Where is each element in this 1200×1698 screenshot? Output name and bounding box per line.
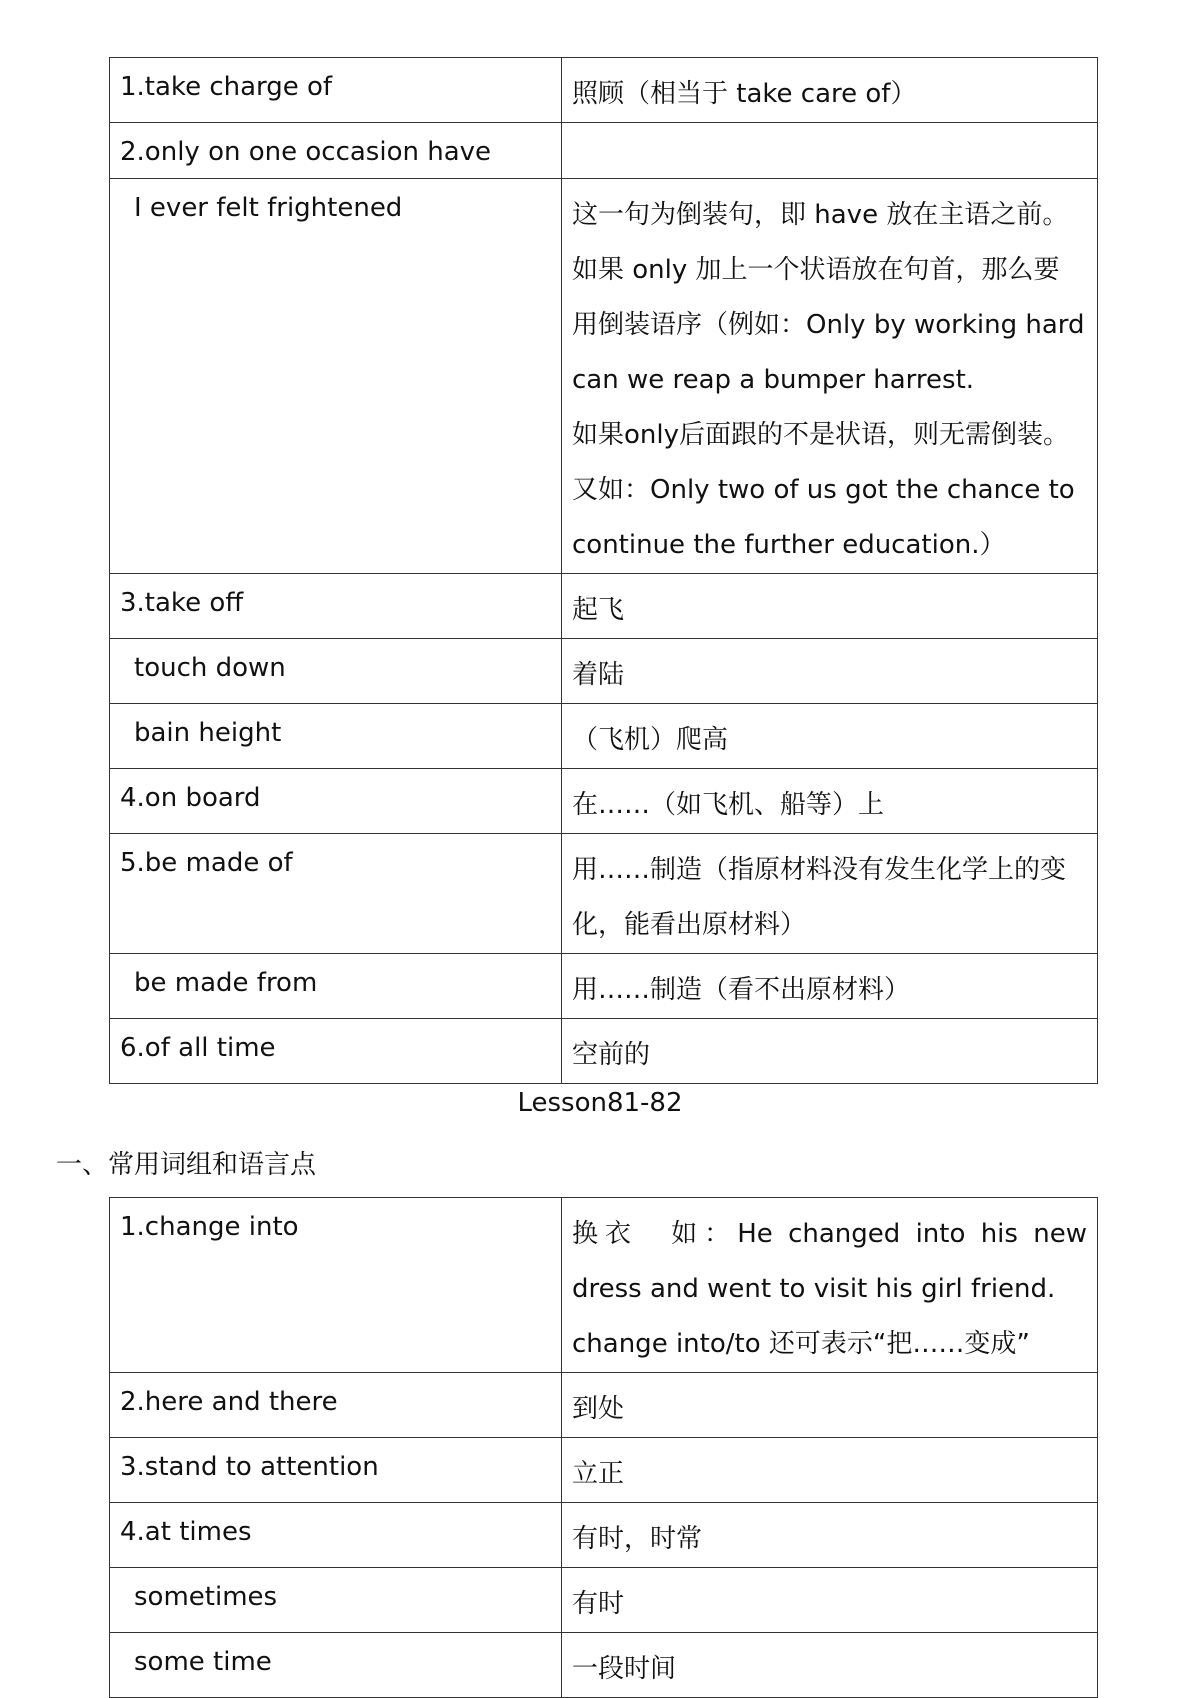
phrase-cell xyxy=(110,574,562,639)
explanation-text: continue the further education.） xyxy=(572,530,1006,560)
table-row xyxy=(110,123,1098,179)
phrase-cell xyxy=(110,769,562,834)
table-row xyxy=(110,1633,1098,1698)
explanation-text: 又如：Only two of us got the chance to xyxy=(572,475,1075,505)
phrase-text: touch down xyxy=(134,653,286,683)
explanation-text: 如果 only 加上一个状语放在句首，那么要 xyxy=(572,255,1060,285)
phrase-text: 4.on board xyxy=(120,783,261,813)
explanation-text: 立正 xyxy=(572,1459,625,1489)
phrase-cell xyxy=(110,1438,562,1503)
explanation-text: 照顾（相当于 take care of） xyxy=(572,79,917,109)
table-row xyxy=(110,769,1098,834)
phrase-text: 2.here and there xyxy=(120,1387,338,1417)
table-row xyxy=(110,704,1098,769)
phrase-table-2 xyxy=(109,1197,1098,1698)
explanation-cell xyxy=(562,1198,1098,1373)
phrase-text: 6.of all time xyxy=(120,1033,276,1063)
explanation-cell xyxy=(562,1568,1098,1633)
lesson-title: Lesson81-82 xyxy=(517,1088,683,1118)
table-row xyxy=(110,1503,1098,1568)
explanation-text: change into/to 还可表示“把……变成” xyxy=(572,1329,1030,1359)
explanation-cell xyxy=(562,58,1098,123)
phrase-cell xyxy=(110,1198,562,1373)
explanation-text: 换衣 如：He changed into his new xyxy=(572,1219,1087,1249)
explanation-text: 化，能看出原材料） xyxy=(572,910,807,940)
table-row xyxy=(110,1438,1098,1503)
explanation-text: 着陆 xyxy=(572,660,625,690)
table-row xyxy=(110,1568,1098,1633)
explanation-cell xyxy=(562,179,1098,574)
phrase-text: I ever felt frightened xyxy=(134,193,403,223)
table-row xyxy=(110,1019,1098,1084)
explanation-text: 有时，时常 xyxy=(572,1524,703,1554)
phrase-text: 3.stand to attention xyxy=(120,1452,379,1482)
explanation-cell xyxy=(562,574,1098,639)
phrase-text: 2.only on one occasion have xyxy=(120,137,492,167)
explanation-cell xyxy=(562,834,1098,954)
phrase-table-1 xyxy=(109,57,1098,1084)
explanation-text: 如果only后面跟的不是状语，则无需倒装。 xyxy=(572,420,1069,450)
explanation-text: 一段时间 xyxy=(572,1654,677,1684)
phrase-cell xyxy=(110,834,562,954)
phrase-text: some time xyxy=(134,1647,272,1677)
table-row xyxy=(110,179,1098,574)
phrase-cell xyxy=(110,179,562,574)
explanation-cell xyxy=(562,704,1098,769)
section-heading: 一、常用词组和语言点 xyxy=(56,1150,317,1180)
explanation-text: （飞机）爬高 xyxy=(572,725,729,755)
phrase-text: 3.take off xyxy=(120,588,244,618)
table-row xyxy=(110,1373,1098,1438)
phrase-text: 1.change into xyxy=(120,1212,299,1242)
phrase-text: be made from xyxy=(134,968,318,998)
explanation-cell xyxy=(562,1633,1098,1698)
phrase-cell xyxy=(110,58,562,123)
phrase-text: sometimes xyxy=(134,1582,278,1612)
phrase-cell xyxy=(110,1373,562,1438)
phrase-cell xyxy=(110,954,562,1019)
explanation-text: 这一句为倒装句，即 have 放在主语之前。 xyxy=(572,200,1069,230)
table-row xyxy=(110,834,1098,954)
explanation-cell xyxy=(562,1019,1098,1084)
phrase-cell xyxy=(110,1503,562,1568)
phrase-text: 4.at times xyxy=(120,1517,252,1547)
table-row xyxy=(110,954,1098,1019)
phrase-cell xyxy=(110,1568,562,1633)
explanation-cell xyxy=(562,1373,1098,1438)
table-row xyxy=(110,574,1098,639)
explanation-text: 在……（如飞机、船等）上 xyxy=(572,790,885,820)
explanation-text: 空前的 xyxy=(572,1040,651,1070)
phrase-text: 5.be made of xyxy=(120,848,293,878)
table-row xyxy=(110,58,1098,123)
explanation-cell xyxy=(562,954,1098,1019)
explanation-cell xyxy=(562,1503,1098,1568)
phrase-cell xyxy=(110,1633,562,1698)
phrase-cell xyxy=(110,1019,562,1084)
explanation-text: 起飞 xyxy=(572,595,625,625)
explanation-cell xyxy=(562,1438,1098,1503)
explanation-text: 有时 xyxy=(572,1589,625,1619)
explanation-cell xyxy=(562,769,1098,834)
explanation-text: 用……制造（看不出原材料） xyxy=(572,975,911,1005)
explanation-text: can we reap a bumper harrest. xyxy=(572,365,975,395)
phrase-text: bain height xyxy=(134,718,282,748)
explanation-text: dress and went to visit his girl friend. xyxy=(572,1274,1056,1304)
explanation-text: 用倒装语序（例如：Only by working hard xyxy=(572,310,1085,340)
phrase-cell xyxy=(110,123,562,179)
explanation-text: 用……制造（指原材料没有发生化学上的变 xyxy=(572,855,1067,885)
explanation-cell xyxy=(562,123,1098,179)
phrase-cell xyxy=(110,704,562,769)
phrase-text: 1.take charge of xyxy=(120,72,333,102)
table-row xyxy=(110,639,1098,704)
explanation-text: 到处 xyxy=(572,1394,625,1424)
table-row xyxy=(110,1198,1098,1373)
phrase-cell xyxy=(110,639,562,704)
explanation-cell xyxy=(562,639,1098,704)
